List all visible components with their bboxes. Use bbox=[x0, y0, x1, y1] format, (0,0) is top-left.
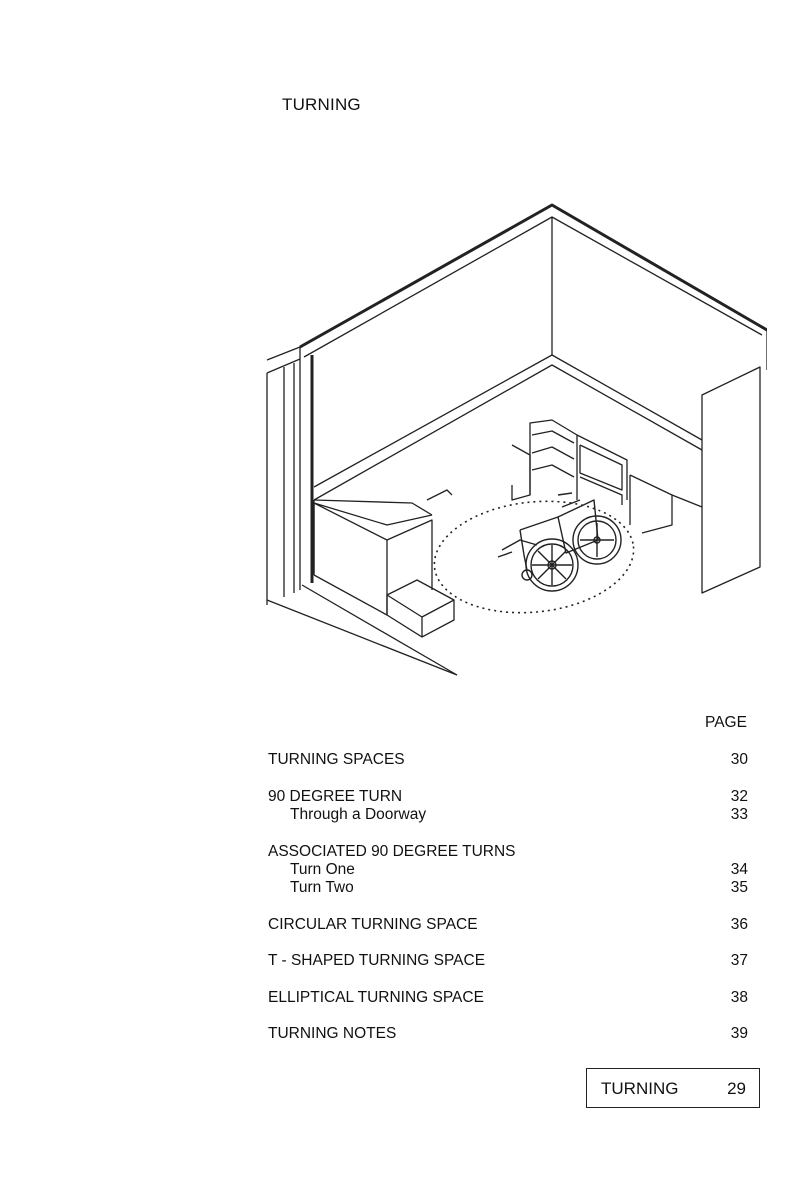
toc-subentry[interactable] bbox=[268, 805, 748, 825]
toc-entry-page: 35 bbox=[730, 879, 748, 896]
toc-entry-label: Through a Doorway bbox=[290, 806, 427, 823]
toc-entry-label: ELLIPTICAL TURNING SPACE bbox=[268, 989, 484, 1006]
toc-entry-page: 32 bbox=[730, 788, 748, 805]
toc-entry-label: 90 DEGREE TURN bbox=[268, 788, 403, 805]
toc-entry-label: ASSOCIATED 90 DEGREE TURNS bbox=[268, 843, 516, 860]
toc-entry[interactable] bbox=[268, 1024, 748, 1044]
toc-subentry[interactable] bbox=[268, 878, 748, 898]
toc-entry[interactable] bbox=[268, 988, 748, 1008]
toc-entry-page: 37 bbox=[730, 952, 748, 969]
toc-entry-page: 34 bbox=[730, 861, 748, 878]
toc-subentry[interactable] bbox=[268, 860, 748, 880]
toc-entry-page: 36 bbox=[730, 916, 748, 933]
toc-page-column-header: PAGE bbox=[705, 714, 747, 731]
toc-entry-label: Turn One bbox=[290, 861, 355, 878]
footer-section-label: TURNING bbox=[601, 1079, 679, 1098]
toc-entry-page: 38 bbox=[730, 989, 748, 1006]
footer-page-tab bbox=[586, 1068, 760, 1108]
toc-entry-label: Turn Two bbox=[290, 879, 354, 896]
toc-entry-label: T - SHAPED TURNING SPACE bbox=[268, 952, 486, 969]
toc-entry[interactable] bbox=[268, 842, 748, 862]
toc-entry-label: TURNING SPACES bbox=[268, 751, 405, 768]
toc-entry[interactable] bbox=[268, 787, 748, 807]
section-title: TURNING bbox=[282, 95, 361, 114]
wheelchair-icon bbox=[498, 493, 621, 591]
toc-entry-page: 39 bbox=[730, 1025, 748, 1042]
toc-entry[interactable] bbox=[268, 951, 748, 971]
toc-entry[interactable] bbox=[268, 915, 748, 935]
toc-entry-page: 30 bbox=[730, 751, 748, 768]
toc-entry-label: TURNING NOTES bbox=[268, 1025, 397, 1042]
toc-entry-page: 33 bbox=[730, 806, 748, 823]
toc-entry-label: CIRCULAR TURNING SPACE bbox=[268, 916, 478, 933]
footer-page-number: 29 bbox=[727, 1079, 746, 1098]
toc-entry[interactable] bbox=[268, 750, 748, 770]
wheelchair-turning-illustration bbox=[262, 195, 767, 685]
